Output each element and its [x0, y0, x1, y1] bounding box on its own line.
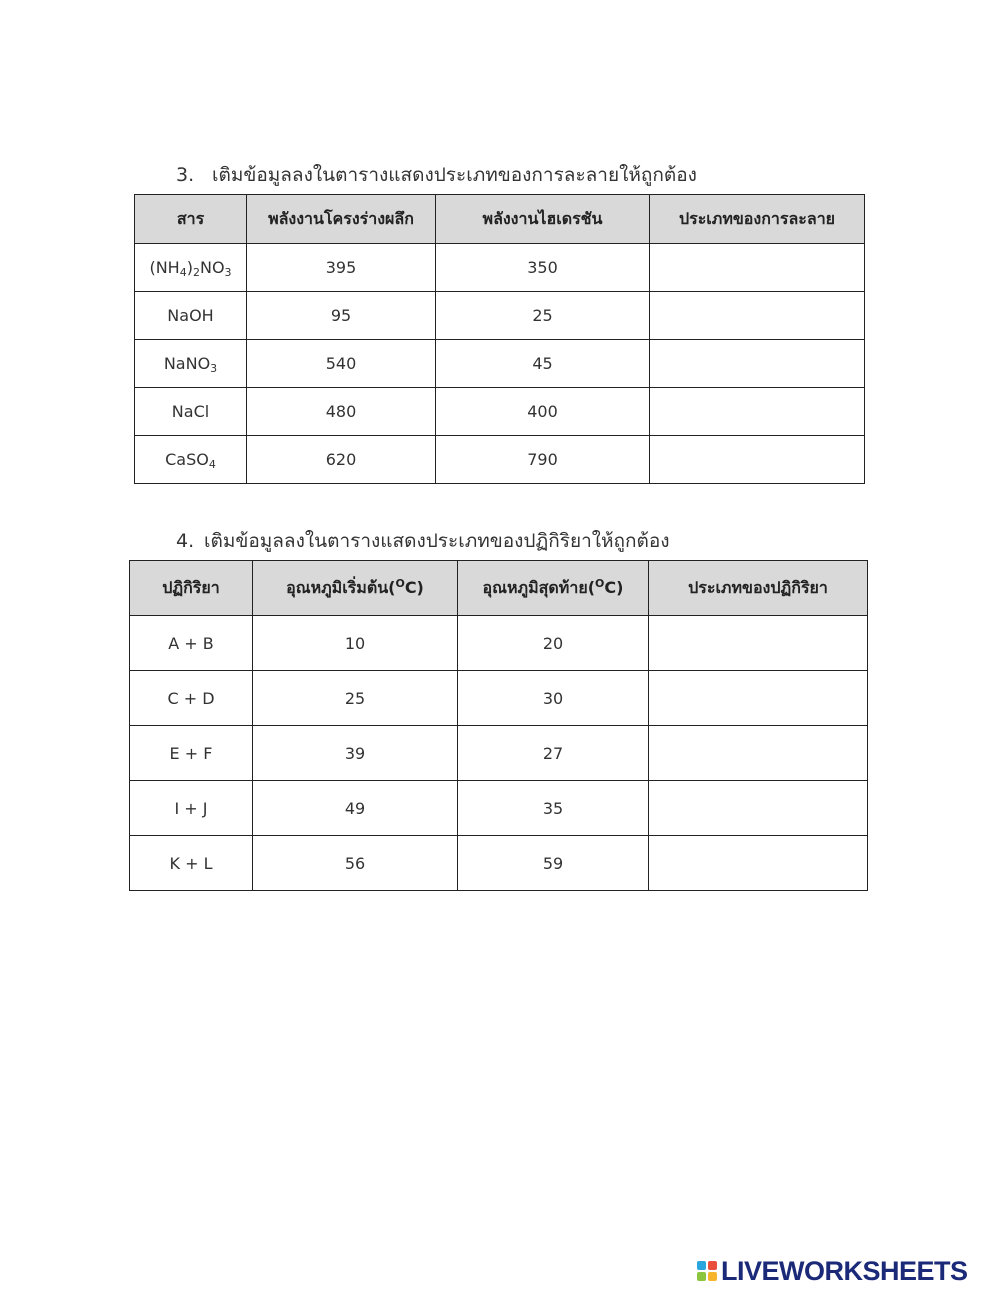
reaction-cell: A + B	[130, 616, 253, 671]
reaction-type-answer[interactable]	[649, 781, 868, 836]
table-row	[130, 836, 868, 891]
start-temperature-cell: 25	[253, 671, 458, 726]
hydration-energy-cell: 25	[436, 292, 650, 340]
start-temperature-cell: 39	[253, 726, 458, 781]
question-4-title	[176, 526, 670, 556]
substance-cell: CaSO$_4$	[135, 436, 247, 484]
liveworksheets-logo-text: LIVEWORKSHEETS	[721, 1255, 968, 1286]
substance-cell: $(NH_4)_2NO_3$	[135, 244, 247, 292]
hydration-energy-cell: 350	[436, 244, 650, 292]
table-row	[130, 726, 868, 781]
header-reaction-type: ประเภทของปฏิกิริยา	[649, 561, 868, 616]
end-temperature-cell: 35	[458, 781, 649, 836]
start-temperature-cell: 10	[253, 616, 458, 671]
hydration-energy-cell: 790	[436, 436, 650, 484]
logo-square	[697, 1261, 706, 1270]
reaction-cell: K + L	[130, 836, 253, 891]
lattice-energy-cell: 620	[247, 436, 436, 484]
table-row	[135, 292, 865, 340]
table-header-row	[135, 195, 865, 244]
table-header-row	[130, 561, 868, 616]
start-temperature-cell: 56	[253, 836, 458, 891]
table-row	[135, 436, 865, 484]
header-hydration-energy: พลังงานไฮเดรชัน	[436, 195, 650, 244]
question-3-number: 3.	[176, 164, 195, 186]
hydration-energy-cell: 45	[436, 340, 650, 388]
dissolution-type-table	[134, 194, 865, 484]
header-start-temperature: อุณหภูมิเริ่มต้น($^O$C)	[253, 561, 458, 616]
reaction-type-answer[interactable]	[649, 836, 868, 891]
hydration-energy-cell: 400	[436, 388, 650, 436]
logo-square	[708, 1272, 717, 1281]
end-temperature-cell: 27	[458, 726, 649, 781]
header-substance: สาร	[135, 195, 247, 244]
table-row	[130, 781, 868, 836]
dissolution-type-answer[interactable]	[650, 340, 865, 388]
header-reaction: ปฏิกิริยา	[130, 561, 253, 616]
substance-cell: NaNO$_3$	[135, 340, 247, 388]
reaction-cell: C + D	[130, 671, 253, 726]
table-row	[135, 388, 865, 436]
header-dissolution-type: ประเภทของการละลาย	[650, 195, 865, 244]
end-temperature-cell: 59	[458, 836, 649, 891]
reaction-cell: I + J	[130, 781, 253, 836]
lattice-energy-cell: 540	[247, 340, 436, 388]
dissolution-type-answer[interactable]	[650, 436, 865, 484]
header-lattice-energy: พลังงานโครงร่างผลึก	[247, 195, 436, 244]
reaction-type-table	[129, 560, 868, 891]
table-row	[130, 616, 868, 671]
reaction-type-answer[interactable]	[649, 616, 868, 671]
table-row	[135, 340, 865, 388]
dissolution-type-answer[interactable]	[650, 292, 865, 340]
dissolution-type-answer[interactable]	[650, 388, 865, 436]
logo-square	[697, 1272, 706, 1281]
question-3-text: เติมข้อมูลลงในตารางแสดงประเภทของการละลายให้ถูกต้อง	[212, 164, 697, 186]
end-temperature-cell: 20	[458, 616, 649, 671]
dissolution-type-answer[interactable]	[650, 244, 865, 292]
logo-square	[708, 1261, 717, 1270]
question-3-title	[176, 160, 697, 190]
header-end-temperature: อุณหภูมิสุดท้าย($^O$C)	[458, 561, 649, 616]
reaction-type-answer[interactable]	[649, 726, 868, 781]
substance-cell: NaOH	[135, 292, 247, 340]
lattice-energy-cell: 95	[247, 292, 436, 340]
substance-cell: NaCl	[135, 388, 247, 436]
lattice-energy-cell: 395	[247, 244, 436, 292]
reaction-type-answer[interactable]	[649, 671, 868, 726]
table-row	[130, 671, 868, 726]
reaction-cell: E + F	[130, 726, 253, 781]
question-4-text: เติมข้อมูลลงในตารางแสดงประเภทของปฏิกิริยาให้ถูกต้อง	[204, 530, 670, 552]
end-temperature-cell: 30	[458, 671, 649, 726]
lattice-energy-cell: 480	[247, 388, 436, 436]
question-4-number: 4.	[176, 530, 195, 552]
table-row	[135, 244, 865, 292]
start-temperature-cell: 49	[253, 781, 458, 836]
liveworksheets-logo-icon	[697, 1261, 717, 1281]
liveworksheets-logo	[697, 1254, 968, 1288]
